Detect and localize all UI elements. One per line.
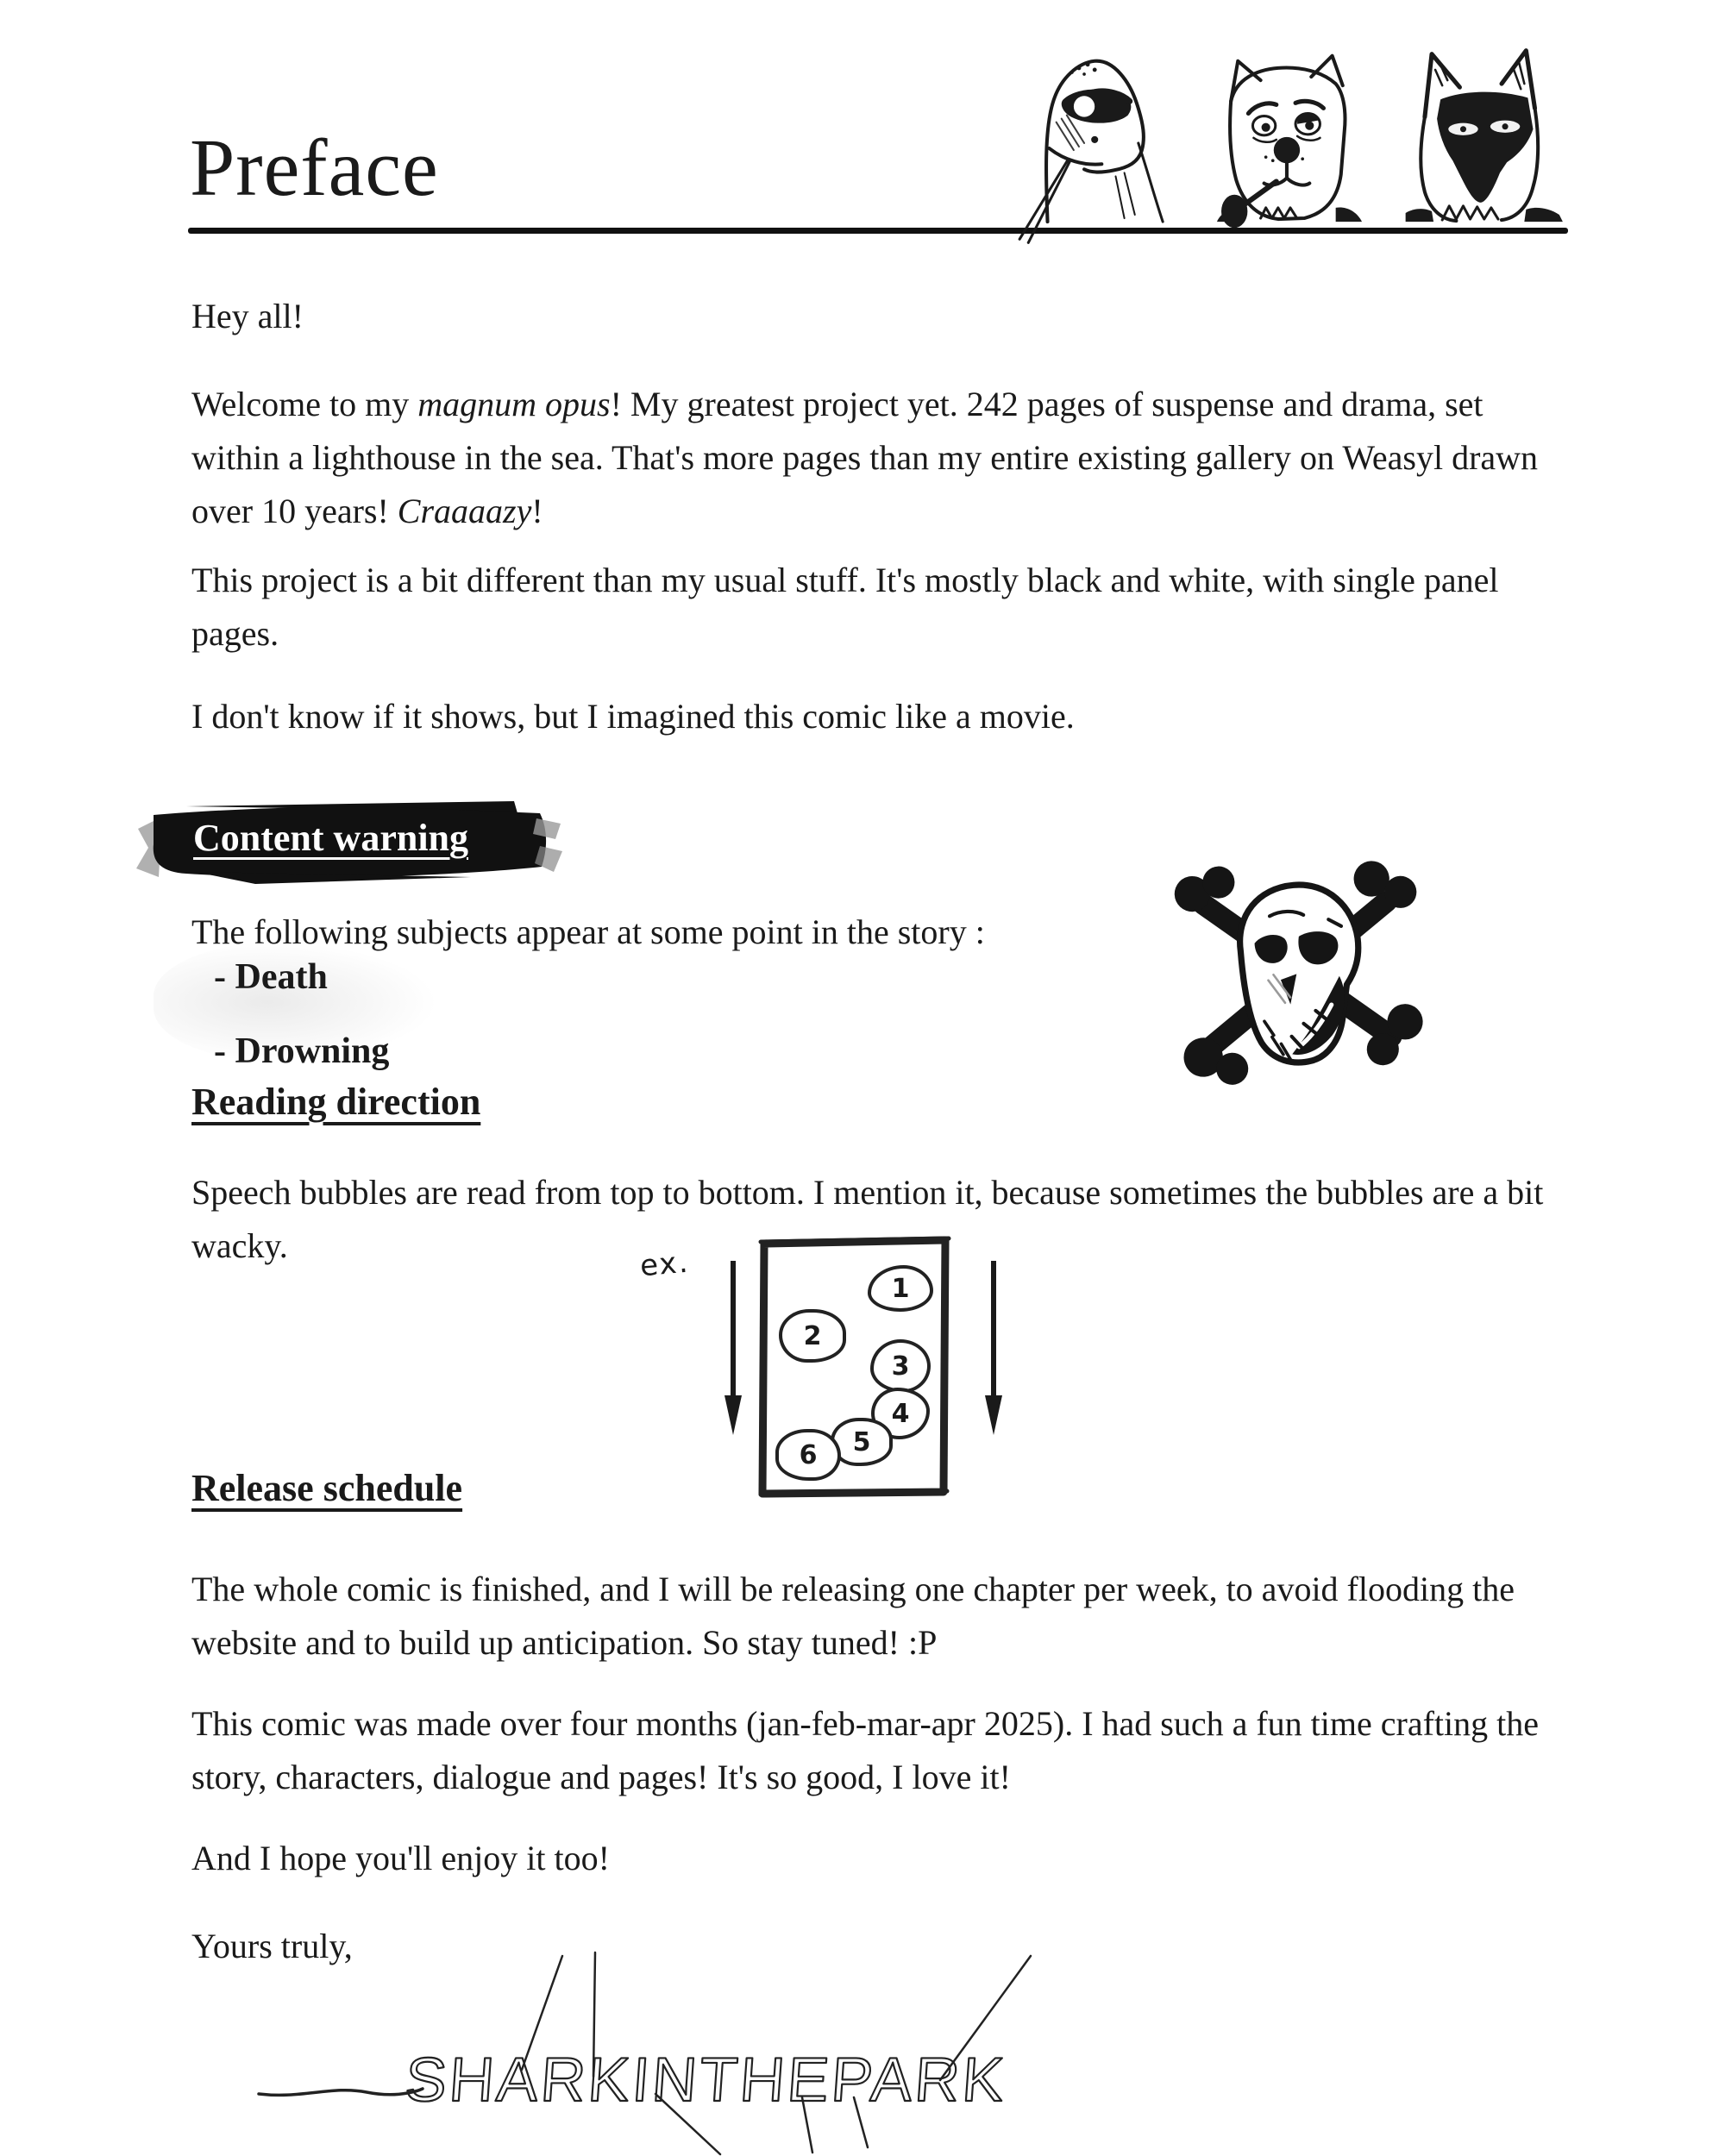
speech-bubble-2: 2 [779, 1309, 846, 1363]
shark-character-sketch [1019, 61, 1163, 243]
release-schedule-paragraph-1: The whole comic is finished, and I will be releasing one chapter per week, to avoid flooding the website and to build up anticipation. So stay tuned! :P [191, 1570, 1515, 1662]
character-trio-sketch [1011, 43, 1570, 248]
closing-hope-text: And I hope you'll enjoy it too! [191, 1839, 610, 1877]
welcome-end: ! [531, 492, 543, 530]
welcome-paragraph [191, 378, 1554, 538]
signoff-text: Yours truly, [191, 1927, 353, 1965]
reading-direction-paragraph: Speech bubbles are read from top to bottom. I mention it, because sometimes the bubbles are a bit wacky. [191, 1173, 1544, 1265]
content-warning-item: - Drowning [214, 1031, 390, 1071]
welcome-pre: Welcome to my [191, 385, 418, 423]
skull-crossbones-sketch [1151, 840, 1445, 1091]
release-schedule-paragraph-2: This comic was made over four months (jan-feb-mar-apr 2025). I had such a fun time crafting the story, characters, dialogue and pages! It's so good, I love it! [191, 1704, 1539, 1796]
speech-bubble-5: 5 [831, 1418, 893, 1466]
down-arrow-icon [983, 1259, 1004, 1442]
example-label: ex. [638, 1244, 691, 1284]
page-title: Preface [190, 123, 439, 213]
speech-bubble-4: 4 [871, 1388, 930, 1439]
speech-bubble-6: 6 [775, 1429, 841, 1481]
reading-direction-heading: Reading direction [191, 1081, 481, 1123]
content-warning-intro: The following subjects appear at some point in the story : [191, 912, 985, 951]
welcome-italic-craaaazy: Craaaazy [397, 492, 532, 530]
reading-order-diagram [630, 1232, 1035, 1516]
wolf-character-sketch [1406, 51, 1563, 222]
content-warning-banner [135, 792, 566, 888]
down-arrow-icon [723, 1259, 743, 1442]
greeting-text: Hey all! [191, 297, 304, 335]
welcome-mid: ! My greatest project yet. 242 pages of suspense and drama, set within a lighthouse in the sea. That's more pages than my entire existing gallery on Weasyl drawn over 10 years! [191, 385, 1539, 530]
welcome-italic-magnum-opus: magnum opus [417, 385, 611, 423]
speech-bubble-3: 3 [870, 1339, 931, 1393]
project-paragraph: This project is a bit different than my usual stuff. It's mostly black and white, with single panel pages. [191, 561, 1499, 653]
signature-text: SHARKINTHEPARK [403, 2046, 1009, 2115]
content-warning-item: - Death [214, 957, 328, 997]
dog-character-sketch [1217, 56, 1362, 228]
content-warning-heading: Content warning [193, 817, 469, 859]
artist-signature [250, 1932, 1044, 2156]
movie-paragraph: I don't know if it shows, but I imagined this comic like a movie. [191, 697, 1075, 736]
release-schedule-heading: Release schedule [191, 1467, 463, 1509]
speech-bubble-1: 1 [868, 1265, 933, 1312]
